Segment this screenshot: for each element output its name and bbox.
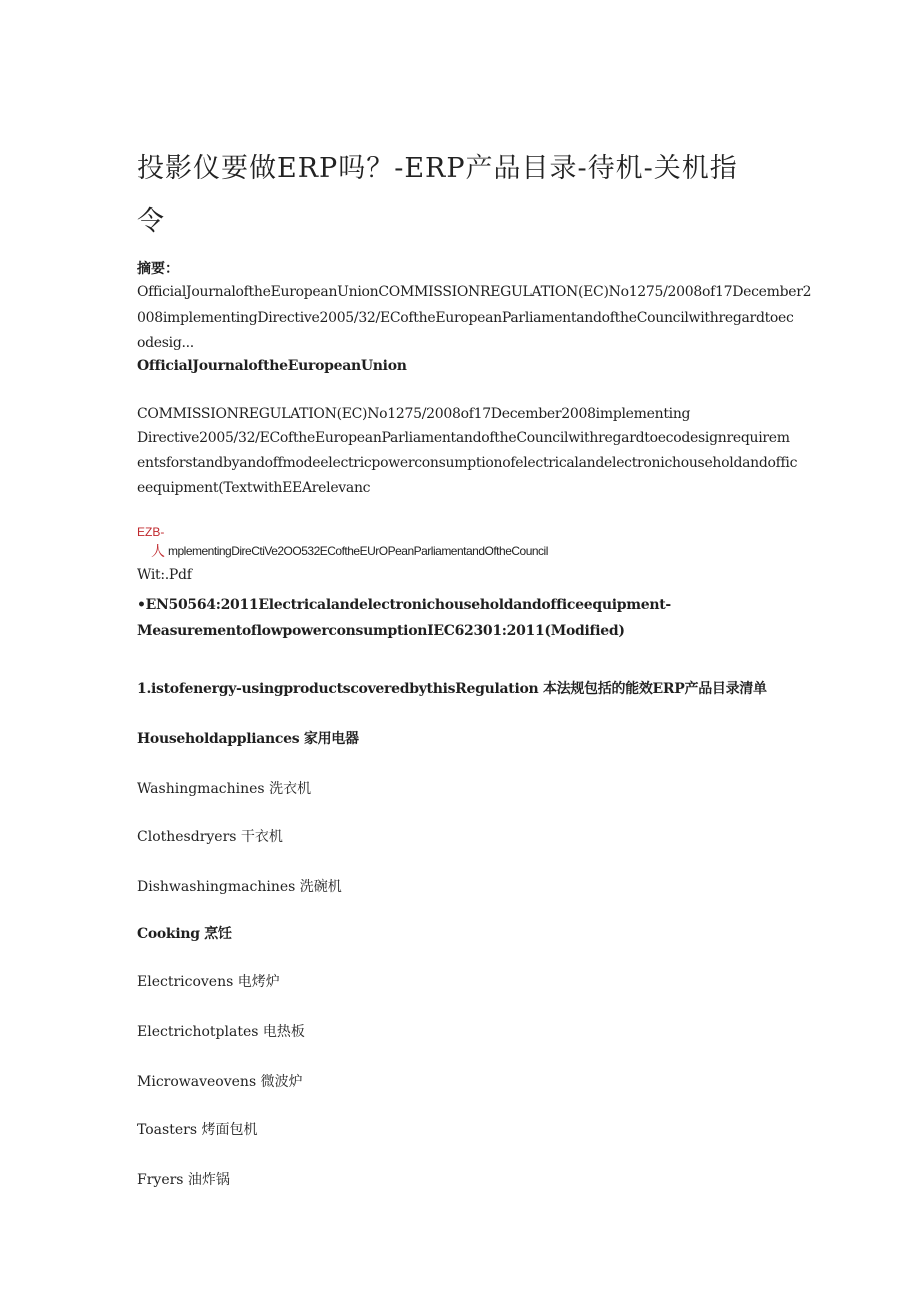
section-1-heading: 1.istofenergy-usingproductscoveredbythisRegulation 本法规包括的能效ERP产品目录清单 [137,681,767,697]
abstract-label: 摘要： [137,261,179,277]
standard-line-1: •EN50564:2011Electricalandelectronichouseholdandofficeequipment- [137,597,671,613]
attachment-tag: EZB- [137,525,165,539]
list-item-dishwashing-machines: Dishwashingmachines 洗碗机 [137,879,342,895]
document-title-line-1: 投影仪要做ERP吗？-ERP产品目录-待机-关机指 [137,153,738,184]
list-item-clothes-dryers: Clothesdryers 干衣机 [137,829,283,845]
journal-heading: OfficialJournaloftheEuropeanUnion [137,358,407,374]
list-item-fryers: Fryers 油炸锅 [137,1172,230,1188]
list-item-electric-ovens: Electricovens 电烤炉 [137,974,280,990]
person-icon: 人 [151,544,165,560]
list-item-toasters: Toasters 烤面包机 [137,1122,258,1138]
cooking-heading: Cooking 烹饪 [137,926,232,942]
abstract-line-3: odesig... [137,335,194,351]
standard-line-2: MeasurementoflowpowerconsumptionIEC62301:2011(Modified) [137,623,625,639]
regulation-line-1: COMMISSIONREGULATION(EC)No1275/2008of17December2008implementing [137,406,691,422]
household-heading: Householdappliances 家用电器 [137,731,359,747]
attachment-link[interactable]: mplementingDireCtiVe2OO532ECoftheEUrOPeanParliamentandOftheCouncil [168,544,548,558]
document-title-line-2: 令 [137,206,165,237]
regulation-line-2: Directive2005/32/ECoftheEuropeanParliamentandoftheCouncilwithregardtoecodesignrequirem [137,430,790,446]
abstract-line-1: OfficialJournaloftheEuropeanUnionCOMMISSIONREGULATION(EC)No1275/2008of17December2 [137,284,812,300]
attachment-file-label[interactable]: Wit:.Pdf [137,567,192,583]
list-item-electric-hotplates: Electrichotplates 电热板 [137,1024,305,1040]
regulation-line-3: entsforstandbyandoffmodeelectricpowerconsumptionofelectricalandelectronichouseholdandoffic [137,455,798,471]
list-item-microwave-ovens: Microwaveovens 微波炉 [137,1074,303,1090]
list-item-washing-machines: Washingmachines 洗衣机 [137,781,312,797]
regulation-line-4: eequipment(TextwithEEArelevanc [137,480,371,496]
abstract-line-2: 008implementingDirective2005/32/ECoftheEuropeanParliamentandoftheCouncilwithregardtoec [137,310,794,326]
